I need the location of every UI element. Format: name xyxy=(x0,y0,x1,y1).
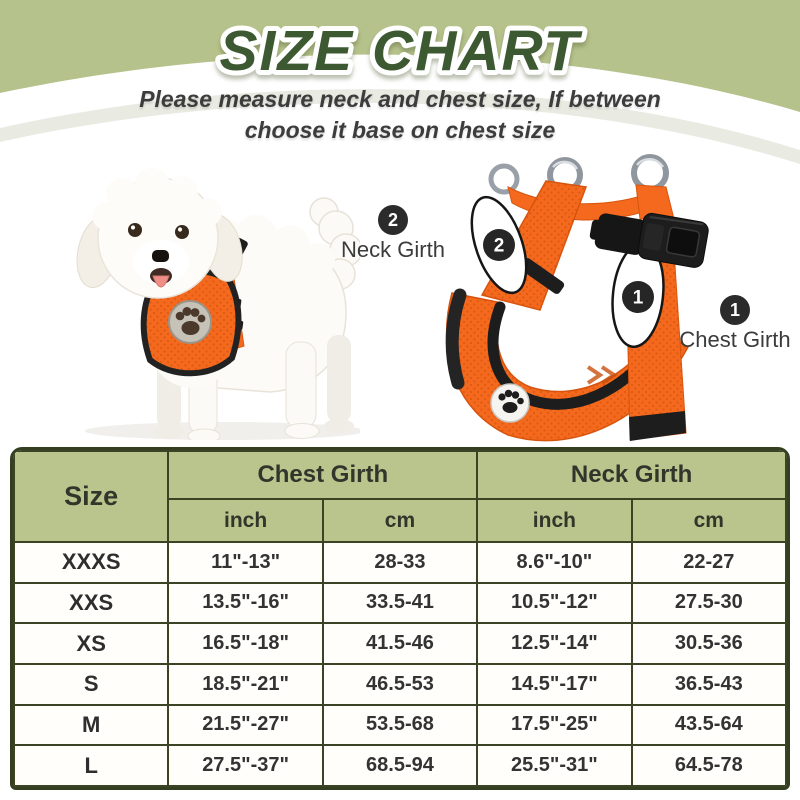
cell-neck-cm: 43.5-64 xyxy=(632,705,786,746)
dog-eye-right xyxy=(175,225,189,239)
cell-chest-cm: 46.5-53 xyxy=(323,664,477,705)
cell-size: XS xyxy=(14,623,168,664)
cell-chest-inch: 16.5"-18" xyxy=(168,623,322,664)
chest-strap-marker-number: 1 xyxy=(632,287,644,309)
d-ring-icon xyxy=(491,166,517,192)
dog-eye-left xyxy=(128,223,142,237)
cell-neck-inch: 10.5"-12" xyxy=(477,583,631,624)
dog-nose xyxy=(152,250,169,262)
cell-neck-cm: 36.5-43 xyxy=(632,664,786,705)
page-title: SIZE CHART xyxy=(219,19,581,83)
cell-neck-cm: 64.5-78 xyxy=(632,745,786,786)
dog-photo xyxy=(40,150,360,440)
cell-neck-cm: 30.5-36 xyxy=(632,623,786,664)
cell-chest-cm: 53.5-68 xyxy=(323,705,477,746)
cell-size: XXXS xyxy=(14,542,168,583)
col-header-chest-girth: Chest Girth xyxy=(168,451,477,499)
chest-girth-label xyxy=(670,295,800,353)
cell-chest-inch: 11"-13" xyxy=(168,542,322,583)
dog-paw xyxy=(188,429,220,440)
col-header-size: Size xyxy=(14,451,168,542)
cell-chest-inch: 13.5"-16" xyxy=(168,583,322,624)
cell-neck-inch: 12.5"-14" xyxy=(477,623,631,664)
dog-paw xyxy=(154,425,184,439)
cell-chest-cm: 41.5-46 xyxy=(323,623,477,664)
neck-girth-label xyxy=(328,205,458,263)
neck-strap-marker-number: 2 xyxy=(493,235,505,257)
size-chart-table-container xyxy=(10,447,790,790)
col-header-neck-cm: cm xyxy=(632,499,786,542)
dog-rear-leg-near xyxy=(286,342,316,428)
dog-rear-leg-far xyxy=(327,335,351,423)
dog-paw xyxy=(285,424,319,439)
table-row xyxy=(14,583,786,624)
cell-neck-cm: 22-27 xyxy=(632,542,786,583)
dog-paw xyxy=(324,419,354,433)
cell-chest-cm: 28-33 xyxy=(323,542,477,583)
table-row xyxy=(14,542,786,583)
cell-size: L xyxy=(14,745,168,786)
cell-size: M xyxy=(14,705,168,746)
cell-neck-cm: 27.5-30 xyxy=(632,583,786,624)
size-chart-table xyxy=(13,450,787,787)
cell-chest-inch: 27.5"-37" xyxy=(168,745,322,786)
cell-neck-inch: 14.5"-17" xyxy=(477,664,631,705)
cell-chest-cm: 33.5-41 xyxy=(323,583,477,624)
cell-size: XXS xyxy=(14,583,168,624)
subtitle-line-2: choose it base on chest size xyxy=(244,117,556,143)
table-row xyxy=(14,745,786,786)
cell-chest-cm: 68.5-94 xyxy=(323,745,477,786)
cell-neck-inch: 17.5"-25" xyxy=(477,705,631,746)
table-row xyxy=(14,705,786,746)
cell-chest-inch: 18.5"-21" xyxy=(168,664,322,705)
col-header-chest-cm: cm xyxy=(323,499,477,542)
table-row xyxy=(14,664,786,705)
neck-girth-label-text: Neck Girth xyxy=(341,237,445,262)
col-header-chest-inch: inch xyxy=(168,499,322,542)
cell-neck-inch: 25.5"-31" xyxy=(477,745,631,786)
eye-glint xyxy=(178,227,182,231)
subtitle-line-1: Please measure neck and chest size, If between xyxy=(139,86,661,112)
dog-illustration xyxy=(71,168,360,440)
chest-girth-number-badge: 1 xyxy=(720,295,750,325)
cell-neck-inch: 8.6"-10" xyxy=(477,542,631,583)
cell-size: S xyxy=(14,664,168,705)
neck-girth-number-badge: 2 xyxy=(378,205,408,235)
col-header-neck-girth: Neck Girth xyxy=(477,451,786,499)
chest-girth-label-text: Chest Girth xyxy=(679,327,791,352)
page-title-container xyxy=(0,6,800,90)
table-row xyxy=(14,623,786,664)
eye-glint xyxy=(131,225,135,229)
subtitle xyxy=(0,84,800,146)
col-header-neck-inch: inch xyxy=(477,499,631,542)
cell-chest-inch: 21.5"-27" xyxy=(168,705,322,746)
